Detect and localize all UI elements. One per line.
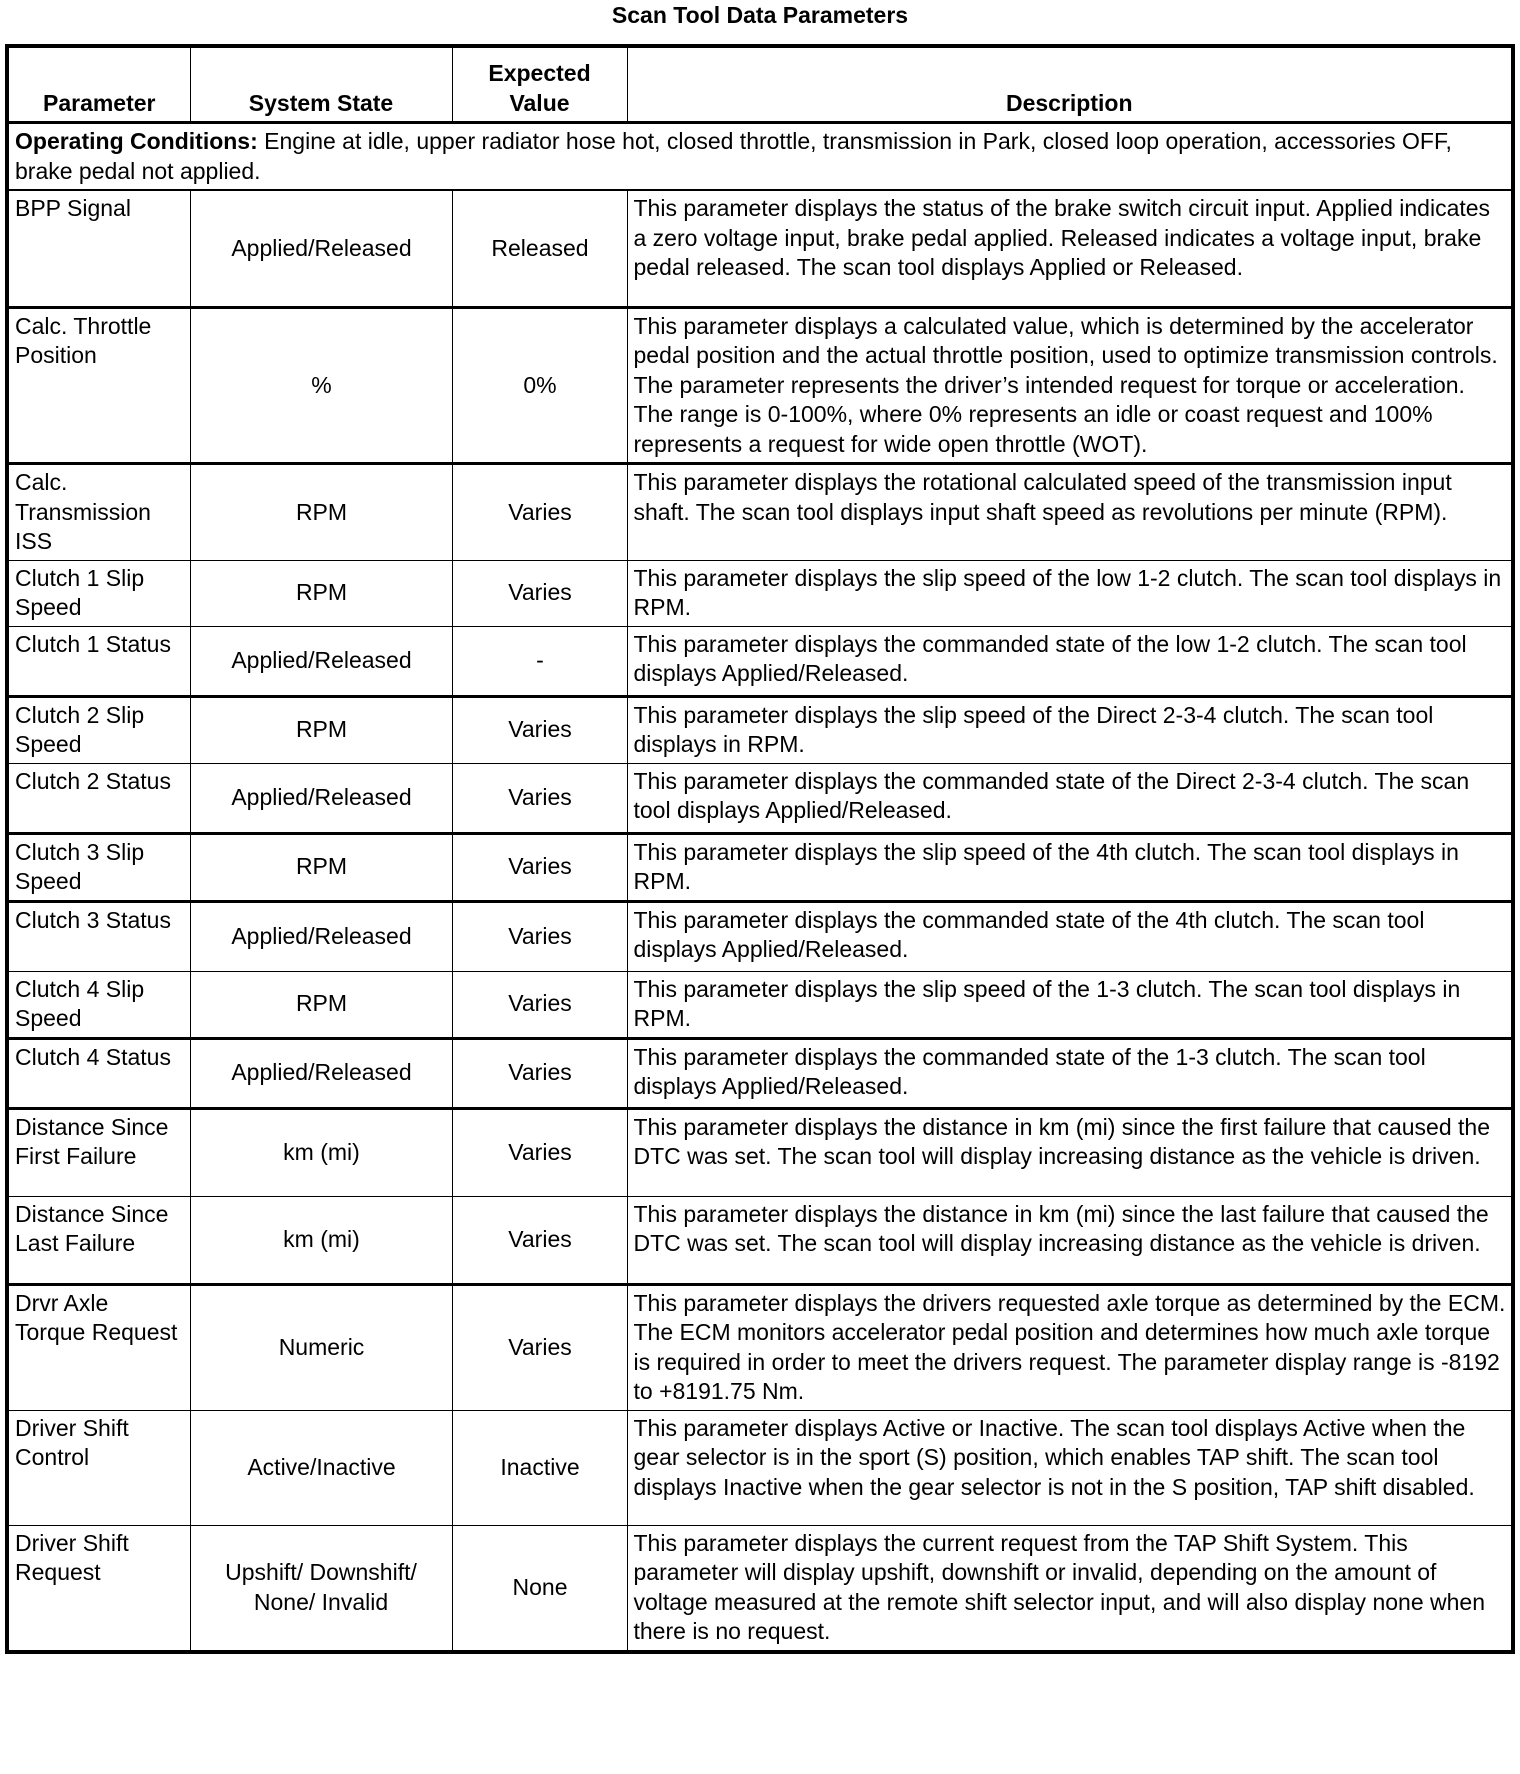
header-parameter: Parameter: [7, 46, 190, 123]
table-row: [7, 901, 1513, 971]
description-cell: This parameter displays a calculated value, which is determined by the accelerator pedal position and the actual throttle position, used to optimize transmission controls. The parameter represents the driver’s intended request for torque or acceleration. The range is 0-100%, where 0% represents an idle or coast request and 100% represents a request for wide open throttle (WOT).: [627, 307, 1513, 464]
expected-value-cell: Varies: [452, 464, 627, 561]
expected-value-cell: Varies: [452, 696, 627, 763]
document-title: [0, 0, 1520, 30]
description-cell: This parameter displays the commanded state of the 1-3 clutch. The scan tool displays Applied/Released.: [627, 1038, 1513, 1108]
table-row: [7, 190, 1513, 307]
parameter-cell: Clutch 2 Slip Speed: [7, 696, 190, 763]
parameter-cell: Calc. Transmission ISS: [7, 464, 190, 561]
description-cell: This parameter displays the commanded state of the 4th clutch. The scan tool displays Applied/Released.: [627, 901, 1513, 971]
header-system-state: System State: [190, 46, 452, 123]
system-state-cell: Applied/Released: [190, 190, 452, 307]
table-row: [7, 1284, 1513, 1410]
expected-value-cell: Varies: [452, 560, 627, 626]
description-cell: This parameter displays the distance in km (mi) since the last failure that caused the DTC was set. The scan tool will display increasing distance as the vehicle is driven.: [627, 1196, 1513, 1284]
table-row: [7, 560, 1513, 626]
description-cell: This parameter displays the rotational calculated speed of the transmission input shaft. The scan tool displays input shaft speed as revolutions per minute (RPM).: [627, 464, 1513, 561]
system-state-cell: RPM: [190, 464, 452, 561]
table-header-row: [7, 46, 1513, 123]
expected-value-cell: Varies: [452, 971, 627, 1038]
system-state-cell: Applied/Released: [190, 901, 452, 971]
system-state-cell: RPM: [190, 833, 452, 901]
system-state-cell: Active/Inactive: [190, 1410, 452, 1525]
expected-value-cell: Varies: [452, 901, 627, 971]
description-cell: This parameter displays the commanded state of the Direct 2-3-4 clutch. The scan tool displays Applied/Released.: [627, 763, 1513, 833]
description-cell: This parameter displays the distance in km (mi) since the first failure that caused the DTC was set. The scan tool will display increasing distance as the vehicle is driven.: [627, 1108, 1513, 1196]
parameter-cell: Clutch 4 Slip Speed: [7, 971, 190, 1038]
table-row: [7, 464, 1513, 561]
document-title-text: Scan Tool Data Parameters: [611, 2, 909, 28]
expected-value-cell: Varies: [452, 1196, 627, 1284]
description-cell: This parameter displays the slip speed of the 4th clutch. The scan tool displays in RPM.: [627, 833, 1513, 901]
system-state-cell: RPM: [190, 971, 452, 1038]
parameter-cell: Clutch 3 Slip Speed: [7, 833, 190, 901]
system-state-cell: %: [190, 307, 452, 464]
expected-value-cell: Varies: [452, 1284, 627, 1410]
parameter-cell: Driver Shift Request: [7, 1525, 190, 1652]
parameter-cell: Driver Shift Control: [7, 1410, 190, 1525]
table-row: [7, 1108, 1513, 1196]
parameter-cell: Clutch 1 Status: [7, 626, 190, 696]
description-cell: This parameter displays the commanded state of the low 1-2 clutch. The scan tool displays Applied/Released.: [627, 626, 1513, 696]
expected-value-cell: Varies: [452, 833, 627, 901]
expected-value-cell: Varies: [452, 1108, 627, 1196]
table-row: [7, 626, 1513, 696]
system-state-cell: RPM: [190, 560, 452, 626]
expected-value-cell: -: [452, 626, 627, 696]
table-row: [7, 307, 1513, 464]
header-expected-value: Expected Value: [452, 46, 627, 123]
system-state-cell: Applied/Released: [190, 763, 452, 833]
operating-conditions-text: Engine at idle, upper radiator hose hot, closed throttle, transmission in Park, closed loop operation, accessories OFF, brake pedal not applied.: [15, 128, 1452, 184]
description-cell: This parameter displays the status of the brake switch circuit input. Applied indicates a zero voltage input, brake pedal applied. Released indicates a voltage input, brake pedal released. The scan tool displays Applied or Released.: [627, 190, 1513, 307]
description-cell: This parameter displays the slip speed of the 1-3 clutch. The scan tool displays in RPM.: [627, 971, 1513, 1038]
expected-value-cell: 0%: [452, 307, 627, 464]
description-cell: This parameter displays the current request from the TAP Shift System. This parameter will display upshift, downshift or invalid, depending on the amount of voltage measured at the remote shift selector input, and will also display none when there is no request.: [627, 1525, 1513, 1652]
parameter-cell: BPP Signal: [7, 190, 190, 307]
operating-conditions-label: Operating Conditions:: [15, 128, 258, 154]
parameter-cell: Drvr Axle Torque Request: [7, 1284, 190, 1410]
operating-conditions-cell: [7, 123, 1513, 191]
parameter-cell: Clutch 4 Status: [7, 1038, 190, 1108]
table-row: [7, 1525, 1513, 1652]
system-state-cell: km (mi): [190, 1196, 452, 1284]
expected-value-cell: Inactive: [452, 1410, 627, 1525]
system-state-cell: RPM: [190, 696, 452, 763]
system-state-cell: Applied/Released: [190, 1038, 452, 1108]
table-row: [7, 1196, 1513, 1284]
scan-tool-parameters-table: [5, 44, 1515, 1654]
header-description: Description: [627, 46, 1513, 123]
system-state-cell: Numeric: [190, 1284, 452, 1410]
table-row: [7, 971, 1513, 1038]
parameter-cell: Clutch 3 Status: [7, 901, 190, 971]
table-row: [7, 1410, 1513, 1525]
operating-conditions-row: [7, 123, 1513, 191]
parameter-cell: Clutch 2 Status: [7, 763, 190, 833]
table-row: [7, 696, 1513, 763]
parameter-cell: Distance Since First Failure: [7, 1108, 190, 1196]
parameter-cell: Calc. Throttle Position: [7, 307, 190, 464]
table-row: [7, 763, 1513, 833]
description-cell: This parameter displays Active or Inactive. The scan tool displays Active when the gear selector is in the sport (S) position, which enables TAP shift. The scan tool displays Inactive when the gear selector is not in the S position, TAP shift disabled.: [627, 1410, 1513, 1525]
table-row: [7, 1038, 1513, 1108]
description-cell: This parameter displays the drivers requested axle torque as determined by the ECM. The ECM monitors accelerator pedal position and determines how much axle torque is required in order to meet the drivers request. The parameter display range is -8192 to +8191.75 Nm.: [627, 1284, 1513, 1410]
system-state-cell: Applied/Released: [190, 626, 452, 696]
expected-value-cell: None: [452, 1525, 627, 1652]
parameter-cell: Clutch 1 Slip Speed: [7, 560, 190, 626]
expected-value-cell: Varies: [452, 763, 627, 833]
expected-value-cell: Released: [452, 190, 627, 307]
system-state-cell: Upshift/ Downshift/ None/ Invalid: [190, 1525, 452, 1652]
expected-value-cell: Varies: [452, 1038, 627, 1108]
parameter-cell: Distance Since Last Failure: [7, 1196, 190, 1284]
system-state-cell: km (mi): [190, 1108, 452, 1196]
description-cell: This parameter displays the slip speed of the low 1-2 clutch. The scan tool displays in RPM.: [627, 560, 1513, 626]
description-cell: This parameter displays the slip speed of the Direct 2-3-4 clutch. The scan tool displays in RPM.: [627, 696, 1513, 763]
table-row: [7, 833, 1513, 901]
